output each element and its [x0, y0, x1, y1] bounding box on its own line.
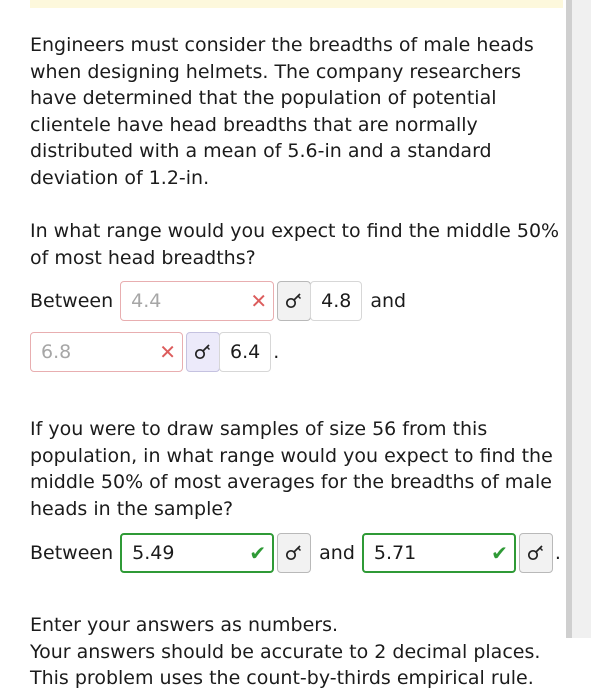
key-icon: [284, 543, 304, 563]
key-icon: [284, 291, 304, 311]
period-label: .: [554, 541, 561, 564]
q2-upper-input[interactable]: [362, 533, 516, 573]
q1-lower-value: 4.4: [131, 289, 162, 312]
problem-content: [30, 32, 565, 692]
q1-upper-correct-answer: 6.4: [219, 332, 271, 372]
q1-upper-input[interactable]: [30, 332, 183, 372]
instruction-line-1: Enter your answers as numbers.: [30, 614, 339, 636]
question-1: In what range would you expect to find the middle 50% of most head breadths?: [30, 220, 560, 269]
period-label: .: [273, 340, 280, 363]
q1-lower-input[interactable]: [120, 281, 274, 321]
answer-row-1: [30, 281, 565, 321]
scrollbar-thumb[interactable]: [566, 0, 572, 638]
check-icon: ✔: [491, 541, 508, 565]
instruction-line-2: Your answers should be accurate to 2 decimal places.: [30, 640, 541, 663]
check-icon: ✔: [249, 541, 267, 565]
between-label: Between: [30, 541, 114, 564]
top-banner-strip: [30, 0, 563, 8]
close-icon: ✕: [250, 289, 268, 313]
q1-upper-key-button[interactable]: [186, 332, 220, 372]
answer-row-3: [30, 531, 565, 575]
q1-lower-correct-answer: 4.8: [310, 281, 362, 321]
q2-upper-value: 5.71: [373, 541, 417, 564]
q2-lower-input[interactable]: [120, 533, 274, 573]
close-icon: ✕: [159, 340, 176, 364]
and-label: and: [319, 541, 355, 564]
answer-row-2: [30, 330, 565, 374]
between-label: Between: [30, 289, 114, 312]
instruction-line-3: This problem uses the count-by-thirds empirical rule.: [30, 667, 534, 689]
key-icon: [526, 543, 546, 563]
q1-upper-value: 6.8: [41, 340, 72, 363]
q2-lower-value: 5.49: [132, 541, 175, 564]
q2-upper-key-button[interactable]: [519, 533, 553, 573]
problem-intro: Engineers must consider the breadths of male heads when designing helmets. The company researchers have determined that the population of potential clientele have head breadths that are normally distributed with a mean of 5.6-in and a standard deviation of 1.2-in.: [30, 34, 534, 189]
instructions: [30, 612, 565, 692]
and-label: and: [370, 289, 407, 312]
question-2: If you were to draw samples of size 56 from this population, in what range would you expect to find the middle 50% of most averages for the breadths of male heads in the sample?: [30, 418, 553, 520]
q1-lower-key-button[interactable]: [277, 281, 311, 321]
key-icon: [193, 342, 213, 362]
q2-lower-key-button[interactable]: [277, 533, 311, 573]
